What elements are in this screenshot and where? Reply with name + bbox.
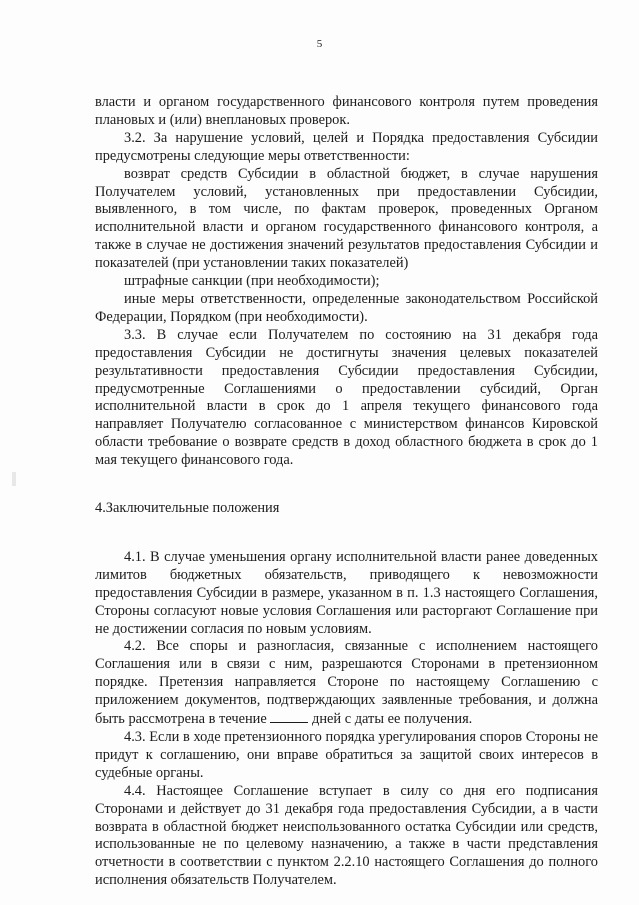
paragraph-3-2-refund: возврат средств Субсидии в областной бюджет, в случае нарушения Получателем условий, установленных при предоставлении Субсидии, выявленного, в том числе, по фактам проверок, проведенных Органом исполнительной власти и органом государственного финансового контроля, а также в случае не достижения значений результатов предоставления Субсидии и показателей (при установлении таких показателей) <box>95 165 598 272</box>
paragraph-3-3: 3.3. В случае если Получателем по состоянию на 31 декабря года предоставления Субсидии не достигнуты значения целевых показателей результативности предоставления Субсидии предоставления Субсидии, предусмотренные Соглашениями о предоставлении субсидий, Орган исполнительной власти в срок до 1 апреля текущего финансового года направляет Получателю согласованное с министерством финансов Кировской области требование о возврате средств в доход областного бюджета в срок до 1 мая текущего финансового года. <box>95 326 598 469</box>
paragraph-4-2-tail: дней с даты ее получения. <box>312 711 473 728</box>
document-body <box>95 94 598 890</box>
paragraph-3-2: 3.2. За нарушение условий, целей и Порядка предоставления Субсидии предусмотрены следующие меры ответственности: <box>95 129 598 164</box>
paragraph-4-1: 4.1. В случае уменьшения органу исполнительной власти ранее доведенных лимитов бюджетных обязательств, приводящего к невозможности предоставления Субсидии в размере, указанном в п. 1.3 настоящего Соглашения, Стороны согласуют новые условия Соглашения или расторгают Соглашение при не достижении согласия по новым условиям. <box>95 548 598 637</box>
scan-margin-mark <box>12 472 16 486</box>
section-heading-4: 4.Заключительные положения <box>95 500 280 517</box>
paragraph-continuation: власти и органом государственного финансового контроля путем проведения плановых и (или) внеплановых проверок. <box>95 94 598 128</box>
paragraph-4-3: 4.3. Если в ходе претензионного порядка урегулирования споров Стороны не придут к соглашению, они вправе обратиться за защитой своих интересов в судебные органы. <box>95 729 598 781</box>
paragraph-3-2-penalties: штрафные санкции (при необходимости); <box>124 273 380 290</box>
paragraph-4-2-text: 4.2. Все споры и разногласия, связанные с исполнением настоящего Соглашения или в связи с ним, разрешаются Сторонами в претензионном порядке. Претензия направляется Стороне по настоящему Соглашению с приложением документов, подтверждающих заявленные требования, и должна быть рассмотрена в течение <box>95 638 598 728</box>
paragraph-3-2-other-measures: иные меры ответственности, определенные законодательством Российской Федерации, Порядком (при необходимости). <box>95 290 598 325</box>
paragraph-4-2 <box>95 638 598 729</box>
paragraph-4-4: 4.4. Настоящее Соглашение вступает в силу со дня его подписания Сторонами и действует до 31 декабря года предоставления Субсидии, а в части возврата в областной бюджет неиспользованного остатка Субсидии или средств, использованные не по целевому назначению, а также в части представления отчетности в соответствии с пунктом 2.2.10 настоящего Соглашения до полного исполнения обязательств Получателем. <box>95 782 598 889</box>
blank-days-field <box>270 710 308 723</box>
page-number: 5 <box>316 38 323 50</box>
